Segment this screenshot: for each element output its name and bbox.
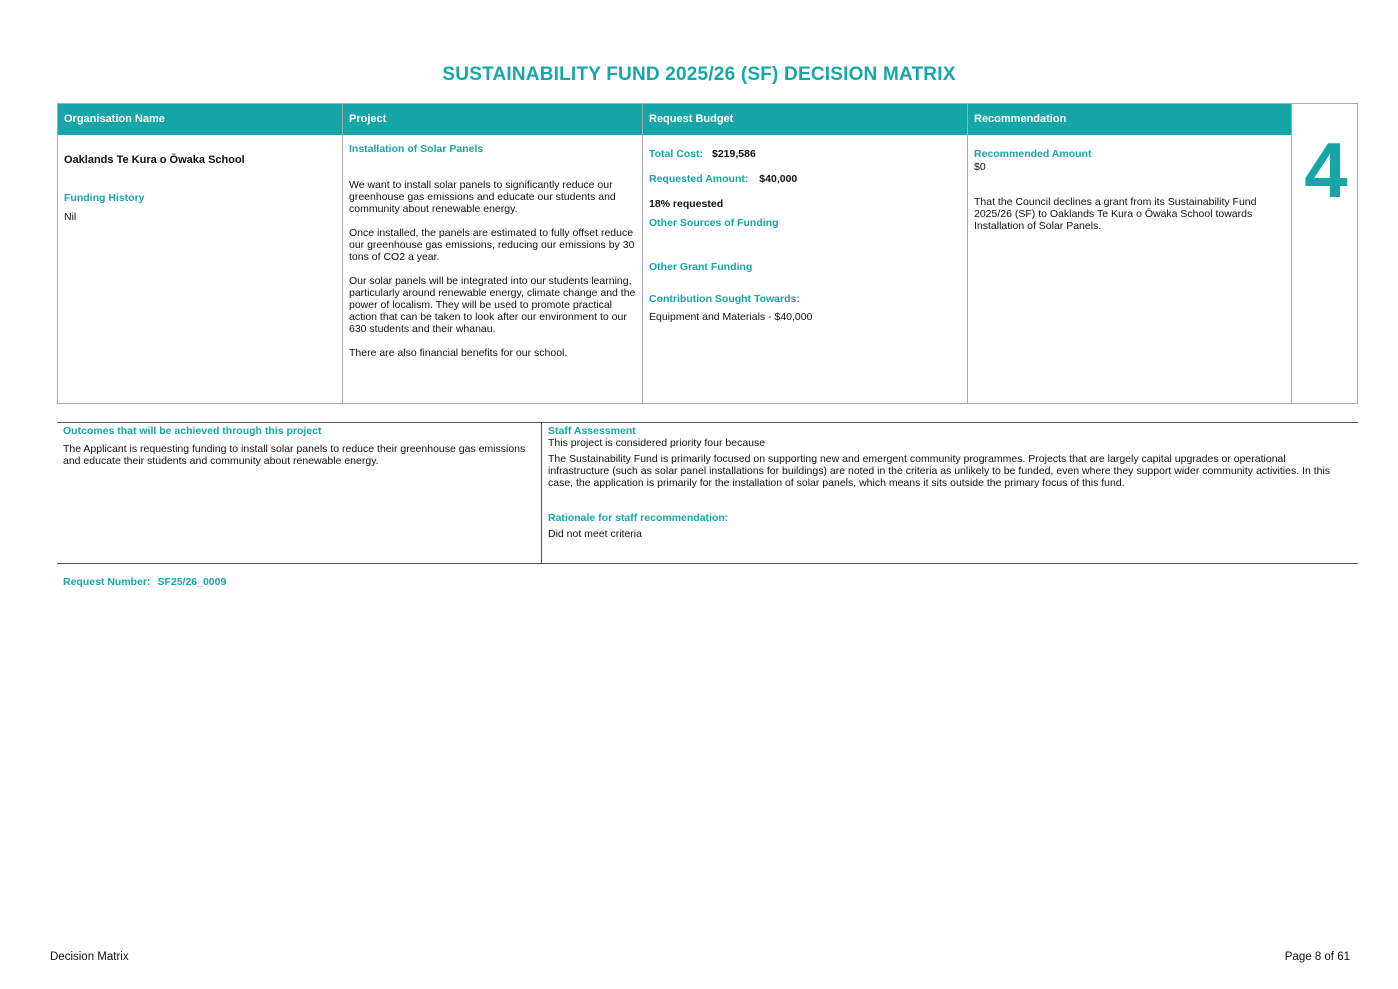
project-description [349,179,639,359]
funding-history-value: Nil [64,211,77,223]
project-paragraph: Once installed, the panels are estimated to fully offset reduce our greenhouse gas emissions, reducing our emissions by 30 tons of CO2 a year. [349,227,635,263]
header-organisation: Organisation Name [58,104,342,135]
recommended-amount-label: Recommended Amount [974,148,1092,160]
organisation-cell [58,135,342,403]
outcomes-text: The Applicant is requesting funding to install solar panels to reduce their greenhouse gas emissions and educate their students and community about renewable energy. [63,443,526,467]
contribution-value: Equipment and Materials - $40,000 [649,311,813,323]
page-number: Page 8 of 61 [1284,951,1350,963]
total-cost-row [649,148,756,160]
total-cost-value: $219,586 [711,148,756,160]
other-sources-label: Other Sources of Funding [649,217,779,229]
outcomes-label: Outcomes that will be achieved through this project [63,425,322,437]
request-number-label: Request Number: [63,576,151,588]
priority-number: 4 [1304,126,1348,214]
assessment-section [57,422,1358,564]
page-title: SUSTAINABILITY FUND 2025/26 (SF) DECISION MATRIX [442,64,956,85]
percent-requested: 18% requested [649,198,724,210]
header-recommendation: Recommendation [968,104,1292,135]
budget-cell [643,135,967,403]
project-cell [343,135,642,403]
rationale-label: Rationale for staff recommendation: [548,512,729,524]
staff-assessment-label: Staff Assessment [548,425,636,437]
project-paragraph: We want to install solar panels to significantly reduce our greenhouse gas emissions and educate our students and community about renewable energy. [349,179,616,215]
header-project: Project [343,104,642,135]
footer-left: Decision Matrix [50,951,129,963]
decision-matrix-table [57,103,1358,404]
project-paragraph: Our solar panels will be integrated into our students learning, particularly around renewable energy, climate change and the power of localism. They will be used to promote practical action that can be taken to look after our environment to our 630 students and their whanau. [349,275,636,335]
project-paragraph: There are also financial benefits for our school. [349,347,568,359]
project-name: Installation of Solar Panels [349,143,484,155]
staff-assessment-text: The Sustainability Fund is primarily focused on supporting new and emergent community programmes. Projects that are largely capital upgrades or operational infrastructure (such as solar panel installations for buildings) are noted in the criteria as unlikely to be funded, even where they support wider community activities. In this case, the application is primarily for the installation of solar panels, which means it sits outside the primary focus of this fund. [548,453,1331,489]
requested-amount-row [649,173,797,185]
funding-history-label: Funding History [64,192,145,204]
column-divider [1291,104,1292,403]
organisation-name: Oaklands Te Kura o Ōwaka School [64,154,245,166]
request-number [63,576,226,588]
header-request-budget: Request Budget [643,104,967,135]
requested-amount-value: $40,000 [759,173,798,185]
recommendation-cell [968,135,1291,403]
rationale-value: Did not meet criteria [548,528,642,540]
requested-amount-label: Requested Amount: [649,173,749,185]
contribution-label: Contribution Sought Towards: [649,293,800,305]
request-number-value: SF25/26_0009 [157,576,227,588]
section-divider [541,423,542,563]
other-grant-label: Other Grant Funding [649,261,753,273]
recommendation-text: That the Council declines a grant from its Sustainability Fund 2025/26 (SF) to Oaklands Te Kura o Ōwaka School towards Installation of Solar Panels. [974,196,1257,232]
staff-priority-line: This project is considered priority four because [548,437,766,449]
recommended-amount-value: $0 [974,161,986,173]
total-cost-label: Total Cost: [649,148,704,160]
